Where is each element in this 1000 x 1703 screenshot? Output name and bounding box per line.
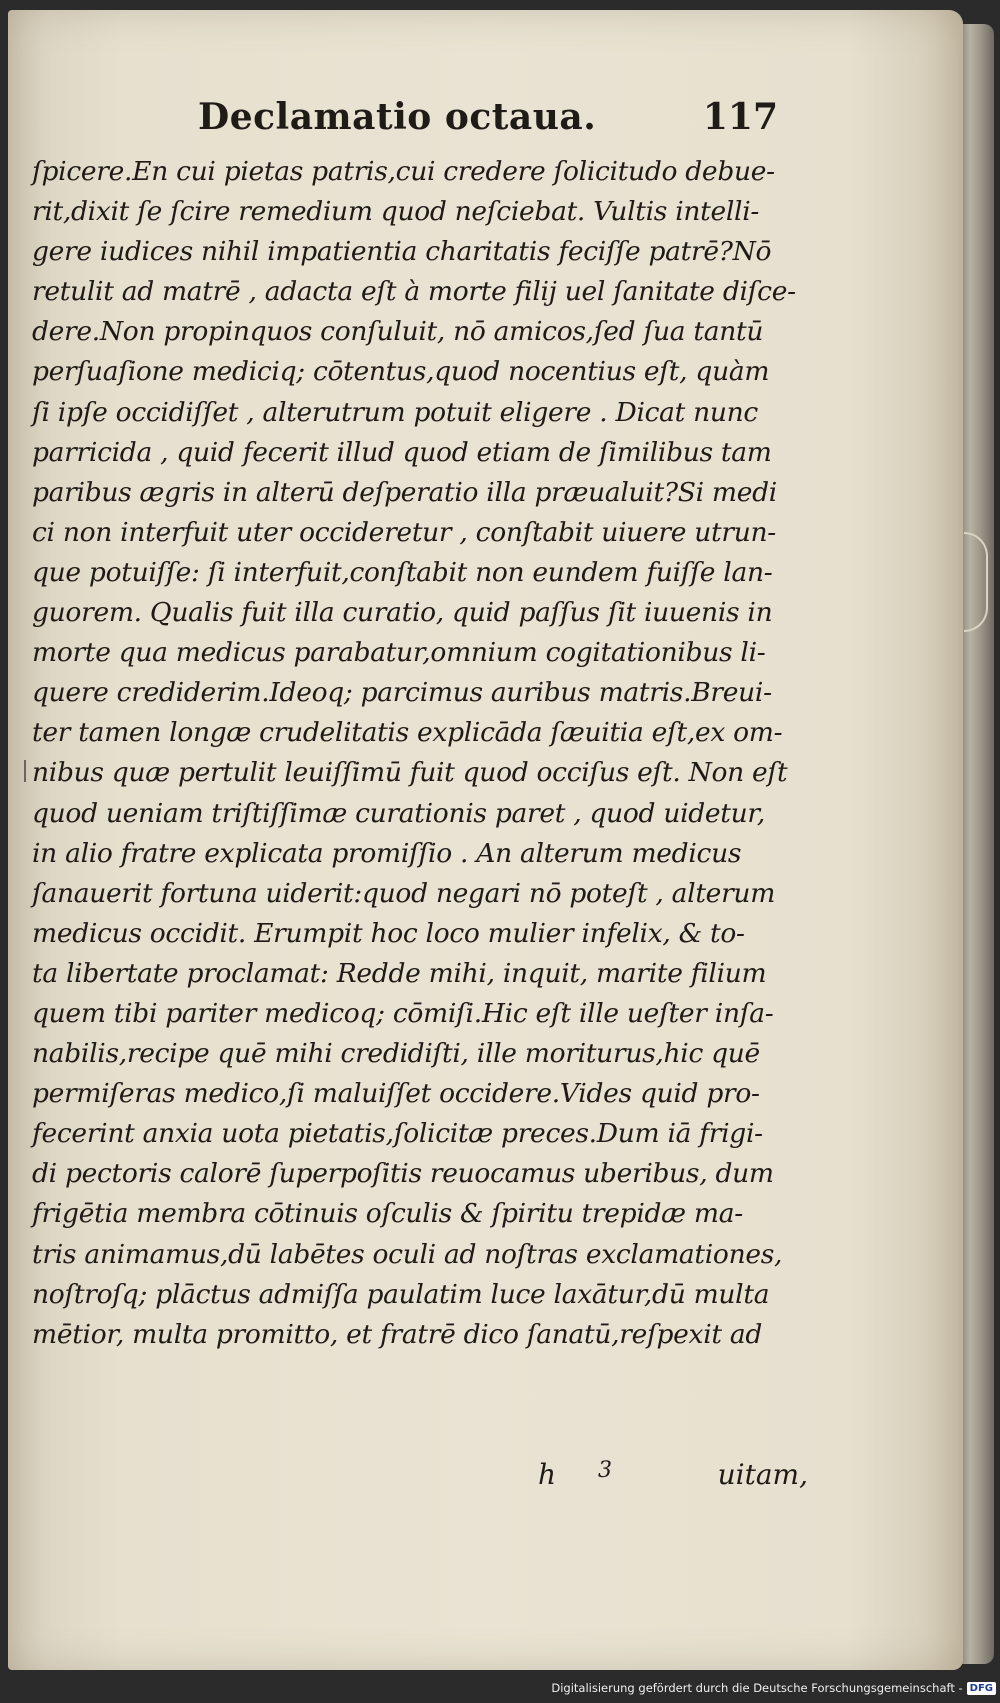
text-line: perſuaſione mediciq; cōtentus,quod nocentius eſt, quàm — [32, 356, 770, 388]
text-line: dere.Non propinquos conſuluit, nō amicos,ſed ſua tantū — [32, 316, 764, 348]
catchword: uitam, — [717, 1458, 808, 1491]
text-line: fecerint anxia uota pietatis,ſolicitæ preces.Dum iā frigi- — [32, 1118, 763, 1150]
margin-mark — [24, 760, 26, 782]
body-text — [32, 152, 807, 1355]
catchword-line — [528, 1458, 808, 1498]
text-line: permiſeras medico,ſi maluiſſet occidere.Vides quid pro- — [32, 1078, 760, 1110]
text-line: guorem. Qualis fuit illa curatio, quid paſſus ſit iuuenis in — [32, 597, 773, 629]
text-line: ſanauerit fortuna uiderit:quod negari nō poteſt , alterum — [32, 877, 776, 909]
text-line: ſpicere.En cui pietas patris,cui credere ſolicitudo debue- — [32, 156, 775, 187]
text-line: ta libertate proclamat: Redde mihi, inquit, marite filium — [32, 957, 767, 989]
page-tab-mark — [964, 532, 988, 632]
running-title: Declamatio octaua. — [198, 96, 597, 138]
text-line: tris animamus,dū labētes oculi ad noſtras exclamationes, — [32, 1238, 783, 1270]
text-line: parricida , quid fecerit illud quod etiam de ſimilibus tam — [32, 436, 772, 468]
text-line: que potuiſſe: ſi interfuit,conſtabit non eundem fuiſſe lan- — [32, 556, 773, 588]
dfg-logo: DFG — [967, 1682, 996, 1695]
text-line: rit,dixit ſe ſcire remedium quod neſciebat. Vultis intelli- — [32, 196, 760, 228]
text-line: morte qua medicus parabatur,omnium cogitationibus li- — [32, 637, 766, 669]
text-line: mētior, multa promitto, et fratrē dico ſanatū,reſpexit ad — [32, 1318, 763, 1350]
leaf-number: 3 — [598, 1458, 612, 1483]
text-line: frigētia membra cōtinuis oſculis & ſpiritu trepidæ ma- — [32, 1198, 743, 1230]
text-line: quod ueniam triſtiſſimæ curationis paret , quod uidetur, — [32, 797, 766, 829]
book-fore-edge — [960, 24, 994, 1664]
digitization-credit — [551, 1679, 996, 1697]
text-line: ci non interfuit uter occideretur , conſtabit uiuere utrun- — [32, 516, 776, 548]
text-line: medicus occidit. Erumpit hoc loco mulier infelix, & to- — [32, 917, 745, 949]
text-line: quem tibi pariter medicoq; cōmiſi.Hic eſt ille ueſter inſa- — [32, 997, 774, 1029]
text-line: retulit ad matrē , adacta eſt à morte filij uel ſanitate diſce- — [32, 276, 796, 308]
book-page — [8, 10, 963, 1670]
credit-text: Digitalisierung gefördert durch die Deutsche Forschungsgemeinschaft - — [551, 1681, 963, 1695]
text-line: in alio fratre explicata promiſſio . An alterum medicus — [32, 837, 742, 869]
signature-mark: h — [538, 1458, 557, 1491]
page-number: 117 — [702, 96, 778, 138]
text-line: ter tamen longæ crudelitatis explicāda ſæuitia eſt,ex om- — [32, 717, 783, 749]
text-line: quere crediderim.Ideoq; parcimus auribus matris.Breui- — [32, 677, 772, 709]
running-head — [198, 96, 798, 146]
text-line: di pectoris calorē ſuperpoſitis reuocamus uberibus, dum — [32, 1158, 774, 1190]
text-line: ſi ipſe occidiſſet , alterutrum potuit eligere . Dicat nunc — [32, 396, 758, 428]
text-line: noſtroſq; plāctus admiſſa paulatim luce laxātur,dū multa — [32, 1278, 770, 1310]
text-line: paribus ægris in alterū deſperatio illa præualuit?Si medi — [32, 476, 777, 508]
text-line: gere iudices nihil impatientia charitatis feciſſe patrē?Nō — [32, 236, 772, 268]
text-line: nabilis,recipe quē mihi credidiſti, ille moriturus,hic quē — [32, 1038, 760, 1070]
text-line: nibus quæ pertulit leuiſſimū fuit quod occiſus eſt. Non eſt — [32, 757, 788, 789]
